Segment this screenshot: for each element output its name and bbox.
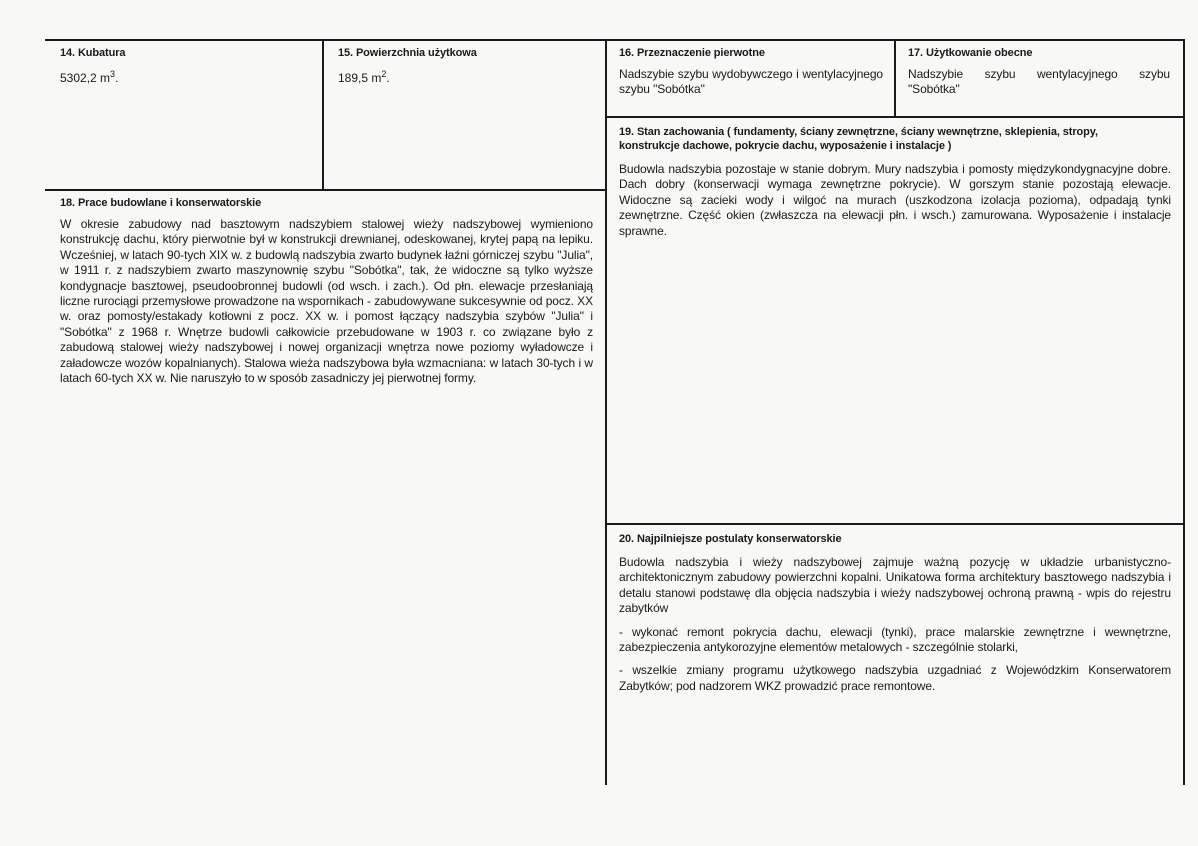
divider-14-15	[322, 39, 324, 191]
center-divider	[605, 39, 607, 785]
right-border	[1183, 39, 1185, 785]
field-uzytkowanie	[908, 46, 1170, 98]
field-powierzchnia-value: 189,5 $m^2$.	[338, 69, 390, 85]
postulat-paragraph: - wykonać remont pokrycia dachu, elewacji (tynki), prace malarskie zewnętrzne i wewnętrzne, zabezpieczenia antykorozyjne elementów metalowych - szczególnie stolarki,	[619, 624, 1171, 655]
top-border	[45, 39, 1185, 41]
field-przeznaczenie	[619, 46, 883, 98]
field-stan-zachowania-title: 19. Stan zachowania ( fundamenty, ściany zewnętrzne, ściany wewnętrzne, sklepienia, stropy, konstrukcje dachowe, pokrycie dachu, wyposażenie i instalacje )	[619, 126, 1098, 152]
left-row-divider	[45, 189, 607, 191]
divider-16-17	[894, 39, 896, 117]
postulat-paragraph: - wszelkie zmiany programu użytkowego nadszybia uzgadniać z Wojewódzkim Konserwatorem Zabytków; pod nadzorem WKZ prowadzić prace remontowe.	[619, 663, 1171, 693]
field-stan-zachowania	[619, 125, 1171, 239]
right-row-divider-1	[605, 116, 1185, 118]
field-uzytkowanie-text: Nadszybie szybu wentylacyjnego szybu "Sobótka"	[908, 67, 1170, 97]
field-prace-text: W okresie zabudowy nad basztowym nadszybiem stalowej wieży nadszybowej wymieniono konstrukcję dachu, który pierwotnie był w konstrukcji drewnianej, odeskowanej, krytej papą na lepiku. Wcześniej, w latach 90-tych XIX w. z budowlą nadszybia zwarto budynek łaźni górniczej szybu "Julia", w 1911 r. z nadszybiem zwarto maszynownię szybu "Sobótka", tak, że widoczne są tylko wyższe kondygnacje basztowej, pseudoobronnej budowli (od wsch. i zach.). Od płn. elewacje przesłaniają liczne rurociągi przemysłowe prowadzone na wspornikach - zabudowywane sukcesywnie od pocz. XX w. oraz pomosty/estakady kotłowni z pocz. XX w. i pomost łączący nadszybia szybów "Julia" i "Sobótka" z 1968 r. Wnętrze budowli całkowicie przebudowane w 1903 r. co związane było z zabudową stalowej wieży nadszybowej i nowej organizacji wnętrza nowe poziomy wyładowcze i załadowcze wozów kopalnianych). Stalowa wieża nadszybowa była wzmacniana: w latach 30-tych i w latach 60-tych XX w. Nie naruszyło to w sposób zasadniczy jej pierwotnej formy.	[60, 217, 593, 386]
field-prace-title: 18. Prace budowlane i konserwatorskie	[60, 197, 262, 209]
right-row-divider-2	[605, 523, 1185, 525]
field-kubatura-title: 14. Kubatura	[60, 47, 126, 59]
field-powierzchnia	[338, 46, 600, 86]
field-kubatura-value: 5302,2 $m^3$.	[60, 69, 119, 85]
field-prace	[60, 196, 593, 386]
field-uzytkowanie-title: 17. Użytkowanie obecne	[908, 47, 1033, 59]
postulat-paragraph: Budowla nadszybia i wieży nadszybowej zajmuje ważną pozycję w układzie urbanistyczno-architektonicznym zabudowy powierzchni kopalni. Unikatowa forma architektury basztowego nadszybia i detalu stanowi podstawę dla objęcia nadszybia i wieży nadszybowej ochroną prawną - wpis do rejestru zabytków	[619, 555, 1171, 616]
field-postulaty-title: 20. Najpilniejsze postulaty konserwatorskie	[619, 533, 842, 545]
field-postulaty-text	[619, 555, 1171, 694]
field-kubatura	[60, 46, 318, 86]
field-stan-zachowania-text: Budowla nadszybia pozostaje w stanie dobrym. Mury nadszybia i pomosty międzykondygnacyjne dobre. Dach dobry (konserwacji wymaga zewnętrzne pokrycie). W gorszym stanie pozostają elewacje. Widoczne są zacieki wody i wilgoć na murach (uszkodzona izolacja pozioma), odpadają tynki zewnętrzne. Część okien (zwłaszcza na elewacji płn. i wsch.) zamurowana. Wyposażenie i instalacje sprawne.	[619, 162, 1171, 238]
field-przeznaczenie-title: 16. Przeznaczenie pierwotne	[619, 47, 765, 59]
field-powierzchnia-title: 15. Powierzchnia użytkowa	[338, 47, 477, 59]
field-postulaty	[619, 532, 1171, 694]
field-przeznaczenie-text: Nadszybie szybu wydobywczego i wentylacyjnego szybu "Sobótka"	[619, 67, 883, 97]
